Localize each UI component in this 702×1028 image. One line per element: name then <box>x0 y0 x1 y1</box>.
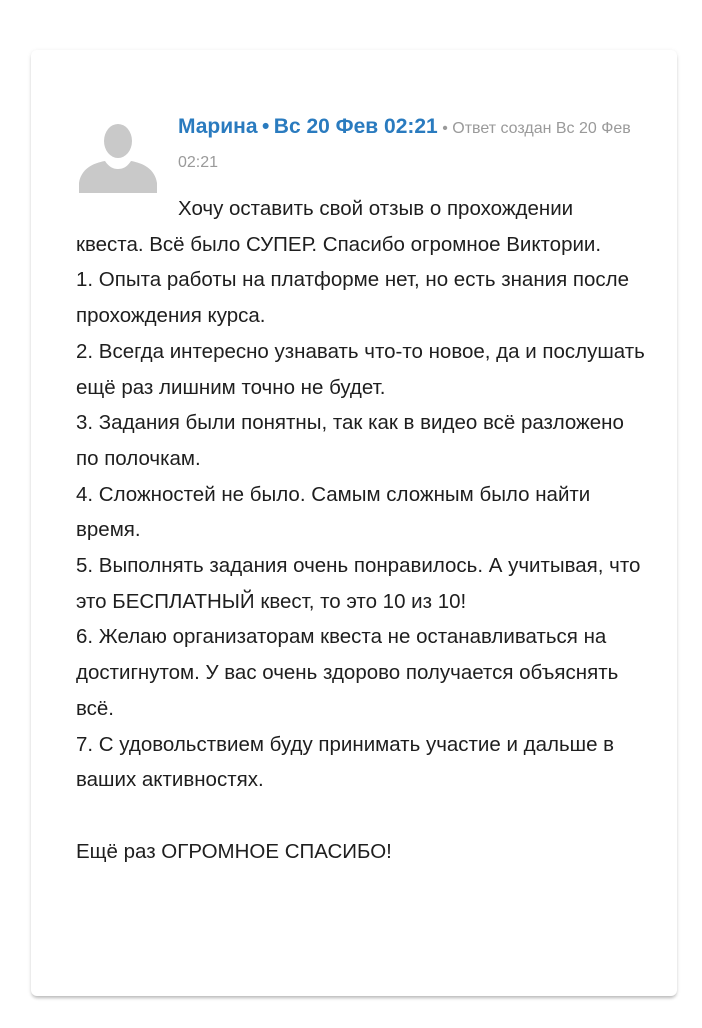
header-separator: • <box>261 115 270 138</box>
review-body <box>76 191 646 869</box>
review-body-text: Хочу оставить свой отзыв о прохождении квеста. Всё было СУПЕР. Спасибо огромное Виктории. 1. Опыта работы на платформе нет, но есть знания после прохождения курса. 2. Всегда интересно узнавать что-то новое, да и послушать ещё раз лишним точно не будет. 3. Задания были понятны, так как в видео всё разложено по полочкам. 4. Сложностей не было. Самым сложным было найти время. 5. Выполнять задания очень понравилось. А учитывая, что это БЕСПЛАТНЫЙ квест, то это 10 из 10! 6. Желаю организаторам квеста не останавливаться на достигнутом. У вас очень здорово получается объяснять всё. 7. С удовольствием буду принимать участие и дальше в ваших активностях. Ещё раз ОГРОМНОЕ СПАСИБО! <box>76 197 645 863</box>
avatar <box>79 117 157 193</box>
author-name[interactable]: Марина <box>178 115 258 138</box>
user-silhouette-icon <box>79 117 157 193</box>
reply-separator: • <box>442 120 448 137</box>
reply-info: Ответ создан Вс 20 Фев 02:21 <box>178 120 631 171</box>
review-header <box>178 110 648 180</box>
review-date[interactable]: Вс 20 Фев 02:21 <box>273 115 438 138</box>
review-card <box>31 50 677 996</box>
